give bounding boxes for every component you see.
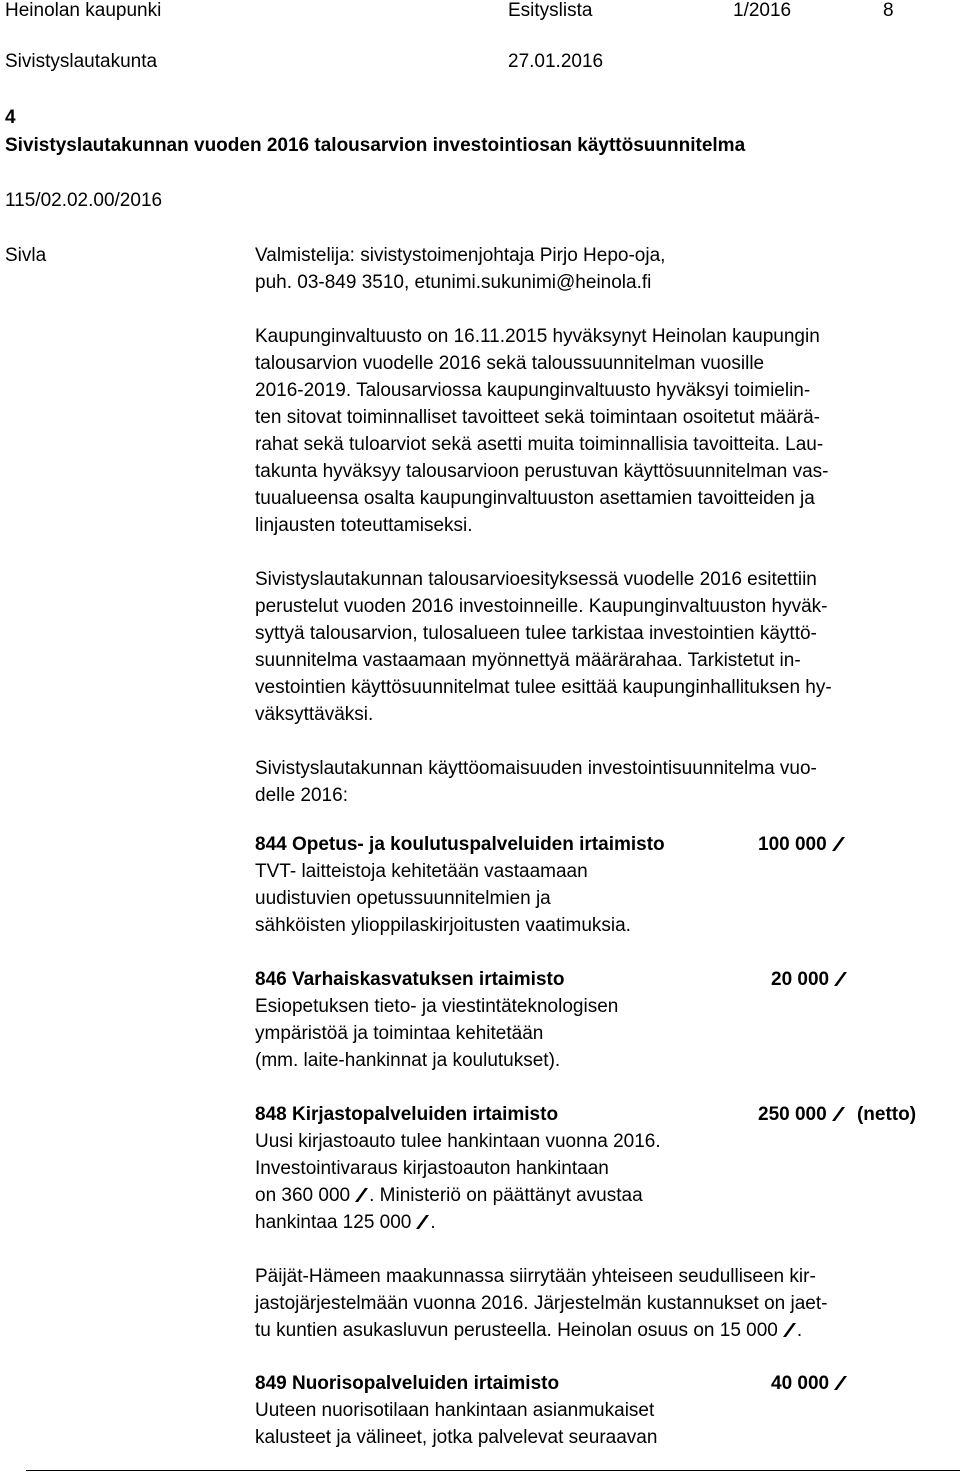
text-line: perustelut vuoden 2016 investoinneille. Kaupunginvaltuuston hyväk- (255, 596, 828, 617)
amount-value: 40 000 (771, 1373, 830, 1394)
text-line: Sivistyslautakunnan käyttöomaisuuden investointisuunnitelma vuo- (255, 758, 817, 779)
text-line: sähköisten ylioppilaskirjoitusten vaatimuksia. (255, 915, 631, 936)
item-title: Sivistyslautakunnan vuoden 2016 talousarvion investointiosan käyttösuunnitelma (5, 135, 746, 156)
investment-amount (771, 969, 848, 994)
investment-amount (758, 834, 846, 859)
investment-title: 848 Kirjastopalveluiden irtaimisto (255, 1104, 559, 1125)
text-line: jastojärjestelmään vuonna 2016. Järjestelmän kustannukset on jaet- (255, 1293, 828, 1314)
text-fragment: tu kuntien asukasluvun perusteella. Heinolan osuus on 15 000 (255, 1320, 778, 1341)
text-fragment: . Ministeriö on päättänyt avustaa (369, 1185, 643, 1206)
text-line: suunnitelma vastaamaan myönnettyä määrärahaa. Tarkistetut in- (255, 650, 801, 671)
text-line: Uuteen nuorisotilaan hankintaan asianmukaiset (255, 1400, 655, 1421)
text-line: Päijät-Hämeen maakunnassa siirrytään yhteiseen seudulliseen kir- (255, 1266, 816, 1287)
text-line (255, 1185, 643, 1210)
amount-value: 20 000 (771, 969, 830, 990)
euro-sign-icon (830, 835, 846, 859)
header-page-number: 8 (883, 0, 894, 21)
amount-suffix: (netto) (856, 1104, 917, 1125)
text-line: ympäristöä ja toimintaa kehitetään (255, 1023, 544, 1044)
text-line: vestointien käyttösuunnitelmat tulee esittää kaupunginhallituksen hy- (255, 677, 832, 698)
text-line: linjausten toteuttamiseksi. (255, 515, 473, 536)
text-line: Kaupunginvaltuusto on 16.11.2015 hyväksynyt Heinolan kaupungin (255, 326, 820, 347)
text-line: väksyttäväksi. (255, 704, 374, 725)
header-organization: Heinolan kaupunki (5, 0, 162, 21)
text-line: 2016-2019. Talousarviossa kaupunginvaltuusto hyväksyi toimielin- (255, 380, 811, 401)
text-line: rahat sekä tuloarviot sekä asetti muita toiminnallisia tavoitteita. Lau- (255, 434, 824, 455)
text-fragment: . (430, 1212, 436, 1233)
euro-sign-icon (353, 1186, 369, 1210)
text-line: talousarvion vuodelle 2016 sekä taloussuunnitelman vuosille (255, 353, 765, 374)
euro-sign-icon (832, 1374, 848, 1398)
item-label: Sivla (5, 245, 47, 266)
text-line: Uusi kirjastoauto tulee hankintaan vuonna 2016. (255, 1131, 661, 1152)
text-line: TVT- laitteistoja kehitetään vastaamaan (255, 861, 588, 882)
investment-amount (771, 1373, 848, 1398)
investment-title: 844 Opetus- ja koulutuspalveluiden irtaimisto (255, 834, 665, 855)
text-line (255, 1320, 802, 1345)
euro-sign-icon (414, 1213, 430, 1237)
header-date: 27.01.2016 (508, 51, 604, 72)
investment-title: 846 Varhaiskasvatuksen irtaimisto (255, 969, 565, 990)
text-fragment: . (796, 1320, 803, 1341)
euro-sign-icon (781, 1321, 797, 1345)
preparer-line: Valmistelija: sivistystoimenjohtaja Pirjo Hepo-oja, (255, 245, 666, 266)
text-fragment: hankintaa 125 000 (255, 1212, 412, 1233)
euro-sign-icon (830, 1105, 846, 1129)
header-document-type: Esityslista (508, 0, 593, 21)
text-line: kalusteet ja välineet, jotka palvelevat seuraavan (255, 1427, 658, 1448)
text-line: tuualueensa osalta kaupunginvaltuuston asettamien tavoitteiden ja (255, 488, 815, 509)
amount-value: 250 000 (758, 1104, 827, 1125)
euro-sign-icon (832, 970, 848, 994)
text-line: ten sitovat toiminnalliset tavoitteet sekä toimintaan osoitetut määrä- (255, 407, 821, 428)
amount-value: 100 000 (758, 834, 827, 855)
text-line: uudistuvien opetussuunnitelmien ja (255, 888, 551, 909)
text-line (255, 1212, 436, 1237)
text-line: Sivistyslautakunnan talousarvioesityksessä vuodelle 2016 esitettiin (255, 569, 817, 590)
text-line: syttyä talousarvion, tulosalueen tulee tarkistaa investointien käyttö- (255, 623, 817, 644)
text-line: Investointivaraus kirjastoauton hankintaan (255, 1158, 609, 1179)
text-line: takunta hyväksyy talousarvioon perustuvan käyttösuunnitelman vas- (255, 461, 829, 482)
header-body: Sivistyslautakunta (5, 51, 158, 72)
text-line: Esiopetuksen tieto- ja viestintäteknologisen (255, 996, 619, 1017)
investment-amount (758, 1104, 916, 1129)
investment-title: 849 Nuorisopalveluiden irtaimisto (255, 1373, 560, 1394)
footer-divider (26, 1470, 960, 1471)
text-line: delle 2016: (255, 785, 348, 806)
text-line: (mm. laite-hankinnat ja koulutukset). (255, 1050, 561, 1071)
preparer-contact: puh. 03-849 3510, etunimi.sukunimi@heinola.fi (255, 272, 652, 293)
item-number: 4 (5, 107, 16, 128)
header-meeting-number: 1/2016 (733, 0, 792, 21)
record-id: 115/02.02.00/2016 (5, 190, 163, 211)
text-fragment: on 360 000 (255, 1185, 351, 1206)
